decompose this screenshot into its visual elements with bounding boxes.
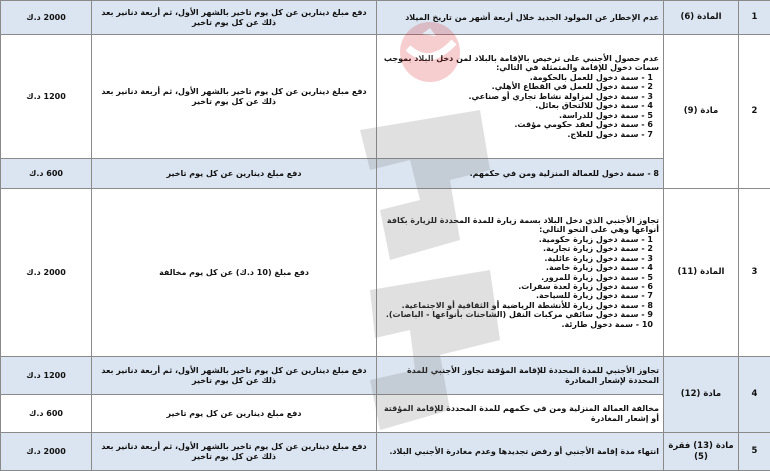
violation-intro: تجاوز الأجنبي الذي دخل البلاد بسمة زيارة للمدة المحددة للزيارة بكافة أنواعها وهي على النحو التالي: [381,216,659,235]
violation-cell: 8 - سمة دخول للعمالة المنزلية ومن في حكمهم. [377,159,664,189]
violation-cell [377,35,664,159]
fine-cell: 2000 د.ك [1,189,92,357]
visa-type-list [381,73,659,139]
row-number: 5 [739,433,770,471]
article-cell: مادة (12) [664,357,739,433]
list-item: 3 - سمة دخول لمزاولة نشاط تجاري أو صناعي. [381,92,653,101]
penalty-cell: دفع مبلغ دينارين عن كل يوم تاخير بالشهر الأول، ثم أربعة دنانير بعد ذلك عن كل يوم تاخير [92,433,377,471]
list-item: 4 - سمة دخول للالتحاق بعائل. [381,101,653,110]
fine-cell: 2000 د.ك [1,433,92,471]
list-item: 5 - سمة دخول زيارة للمرور. [381,273,653,282]
fine-cell: 2000 د.ك [1,1,92,35]
fine-cell: 1200 د.ك [1,357,92,395]
penalty-cell: دفع مبلغ دينارين عن كل يوم تاخير [92,159,377,189]
violation-cell: مخالفة العمالة المنزلية ومن في حكمهم للمدة المحددة للإقامة المؤقتة أو إشعار المغادرة [377,395,664,433]
list-item: 4 - سمة دخول زيارة خاصة. [381,263,653,272]
list-item: 1 - سمة دخول للعمل بالحكومة. [381,73,653,82]
fine-cell: 1200 د.ك [1,35,92,159]
list-item: 7 - سمة دخول زيارة للسياحة. [381,291,653,300]
article-cell: مادة (13) فقرة (5) [664,433,739,471]
table-row [1,433,770,471]
table-row [1,395,770,433]
row-number: 1 [739,1,770,35]
list-item: 2 - سمة دخول زيارة تجارية. [381,244,653,253]
list-item: 1 - سمة دخول زيارة حكومية. [381,235,653,244]
list-item: 5 - سمة دخول للدراسة. [381,111,653,120]
list-item: 10 - سمة دخول طارئة. [381,320,653,329]
table-row [1,1,770,35]
penalty-cell: دفع مبلغ (10 د.ك) عن كل يوم مخالفة [92,189,377,357]
visa-type-list [381,235,659,329]
list-item: 6 - سمة دخول زيارة لعدة سفرات. [381,282,653,291]
table-row [1,189,770,357]
row-number: 2 [739,35,770,189]
fine-cell: 600 د.ك [1,159,92,189]
article-cell: المادة (6) [664,1,739,35]
violation-cell: تجاوز الأجنبي للمدة المحددة للإقامة المؤقتة تجاوز الأجنبي للمدة المحددة لإشعار المغادرة [377,357,664,395]
table-row [1,357,770,395]
list-item: 9 - سمة دخول سائقي مركبات النقل (الشاحنات بأنواعها - الباصات). [381,310,653,319]
list-item: 2 - سمة دخول للعمل في القطاع الأهلي. [381,82,653,91]
article-cell: المادة (11) [664,189,739,357]
article-cell: مادة (9) [664,35,739,189]
violation-cell: انتهاء مدة إقامة الأجنبي أو رفض تجديدها وعدم مغادرة الأجنبي البلاد. [377,433,664,471]
list-item: 6 - سمة دخول لعقد حكومي مؤقت. [381,120,653,129]
list-item: 7 - سمة دخول للعلاج. [381,130,653,139]
table-row [1,159,770,189]
table-row [1,35,770,159]
row-number: 4 [739,357,770,433]
penalty-cell: دفع مبلغ دينارين عن كل يوم تاخير بالشهر الأول، ثم أربعة دنانير بعد ذلك عن كل يوم تاخير [92,35,377,159]
penalty-cell: دفع مبلغ دينارين عن كل يوم تاخير بالشهر الأول، ثم أربعة دنانير بعد ذلك عن كل يوم تاخير [92,357,377,395]
penalty-cell: دفع مبلغ دينارين عن كل يوم تاخير [92,395,377,433]
fine-cell: 600 د.ك [1,395,92,433]
list-item: 3 - سمة دخول زيارة عائلية. [381,254,653,263]
violation-cell: عدم الإخطار عن المولود الجديد خلال أربعة أشهر من تاريخ الميلاد [377,1,664,35]
violation-cell [377,189,664,357]
list-item: 8 - سمة دخول زيارة للأنشطة الرياضية أو الثقافية أو الاجتماعية. [381,301,653,310]
violation-intro: عدم حصول الأجنبي على ترخيص بالإقامة بالبلاد لمن دخل البلاد بموجب سمات دخول للإقامة والمتمثلة في التالي: [381,54,659,73]
row-number: 3 [739,189,770,357]
penalty-cell: دفع مبلغ دينارين عن كل يوم تاخير بالشهر الأول، ثم أربعة دنانير بعد ذلك عن كل يوم تاخير [92,1,377,35]
